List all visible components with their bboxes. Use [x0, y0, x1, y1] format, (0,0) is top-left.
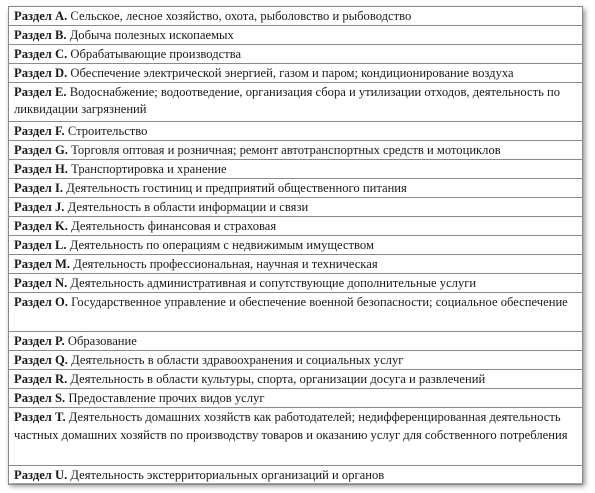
section-code: Раздел N. [14, 276, 68, 290]
table-row [9, 122, 583, 141]
table-row [9, 141, 583, 160]
section-description: Деятельность финансовая и страховая [71, 219, 277, 233]
sections-table-body [9, 7, 583, 485]
section-code: Раздел Q. [14, 353, 68, 367]
table-row [9, 64, 583, 83]
table-row [9, 217, 583, 236]
section-cell [9, 466, 583, 485]
section-code: Раздел M. [14, 257, 71, 271]
section-cell [9, 179, 583, 198]
section-description: Деятельность экстерриториальных организаций и органов [70, 468, 385, 482]
section-description: Деятельность по операциям с недвижимым имуществом [69, 238, 374, 252]
table-row [9, 351, 583, 370]
section-cell [9, 83, 583, 122]
section-description: Сельское, лесное хозяйство, охота, рыболовство и рыбоводство [70, 9, 412, 23]
section-description: Деятельность в области здравоохранения и социальных услуг [71, 353, 404, 367]
section-cell [9, 64, 583, 83]
section-code: Раздел T. [14, 410, 66, 424]
table-row [9, 160, 583, 179]
section-cell [9, 26, 583, 45]
section-cell [9, 389, 583, 408]
table-row [9, 332, 583, 351]
section-description: Образование [67, 334, 137, 348]
table-row [9, 408, 583, 466]
section-code: Раздел P. [14, 334, 65, 348]
section-description: Добыча полезных ископаемых [69, 28, 234, 42]
section-description: Обеспечение электрической энергией, газом и паром; кондиционирование воздуха [70, 66, 514, 80]
section-description: Деятельность профессиональная, научная и техническая [73, 257, 378, 271]
section-cell [9, 236, 583, 255]
section-code: Раздел D. [14, 66, 68, 80]
section-description: Деятельность в области информации и связи [67, 200, 309, 214]
section-code: Раздел E. [14, 85, 67, 99]
section-cell [9, 293, 583, 332]
sections-table-frame [8, 6, 583, 483]
section-code: Раздел S. [14, 391, 66, 405]
table-row [9, 389, 583, 408]
section-description: Транспортировка и хранение [71, 162, 227, 176]
section-cell [9, 45, 583, 64]
table-row [9, 7, 583, 26]
section-cell [9, 351, 583, 370]
section-cell [9, 122, 583, 141]
section-description: Деятельность гостиниц и предприятий общественного питания [66, 181, 407, 195]
section-description: Предоставление прочих видов услуг [68, 391, 265, 405]
section-code: Раздел C. [14, 47, 68, 61]
table-row [9, 274, 583, 293]
section-code: Раздел I. [14, 181, 64, 195]
section-cell [9, 7, 583, 26]
section-code: Раздел U. [14, 468, 68, 482]
table-row [9, 198, 583, 217]
section-description: Деятельность в области культуры, спорта, организации досуга и развлечений [70, 372, 486, 386]
table-row [9, 45, 583, 64]
section-cell [9, 274, 583, 293]
table-row [9, 466, 583, 485]
table-row [9, 293, 583, 332]
section-code: Раздел K. [14, 219, 68, 233]
section-cell [9, 160, 583, 179]
section-code: Раздел B. [14, 28, 67, 42]
table-row [9, 236, 583, 255]
section-description: Деятельность административная и сопутствующие дополнительные услуги [70, 276, 477, 290]
section-code: Раздел R. [14, 372, 68, 386]
section-code: Раздел H. [14, 162, 68, 176]
table-row [9, 255, 583, 274]
section-code: Раздел G. [14, 143, 68, 157]
okved-sections-table [8, 6, 583, 485]
section-description: Водоснабжение; водоотведение, организация сбора и утилизации отходов, деятельность по ликвидации загрязнений [14, 85, 560, 116]
table-row [9, 370, 583, 389]
section-code: Раздел A. [14, 9, 68, 23]
table-row [9, 179, 583, 198]
section-description: Торговля оптовая и розничная; ремонт автотранспортных средств и мотоциклов [71, 143, 501, 157]
section-code: Раздел F. [14, 124, 65, 138]
section-code: Раздел L. [14, 238, 67, 252]
section-cell [9, 370, 583, 389]
section-description: Строительство [67, 124, 148, 138]
section-cell [9, 217, 583, 236]
section-cell [9, 408, 583, 466]
section-code: Раздел O. [14, 295, 68, 309]
table-row [9, 26, 583, 45]
section-description: Государственное управление и обеспечение военной безопасности; социальное обеспечение [71, 295, 568, 309]
section-cell [9, 255, 583, 274]
section-code: Раздел J. [14, 200, 65, 214]
table-row [9, 83, 583, 122]
section-description: Обрабатывающие производства [70, 47, 242, 61]
section-cell [9, 198, 583, 217]
section-cell [9, 141, 583, 160]
section-cell [9, 332, 583, 351]
section-description: Деятельность домашних хозяйств как работодателей; недифференцированная деятельность частных домашних хозяйств по производству товаров и оказанию услуг для собственного потребления [14, 410, 568, 442]
